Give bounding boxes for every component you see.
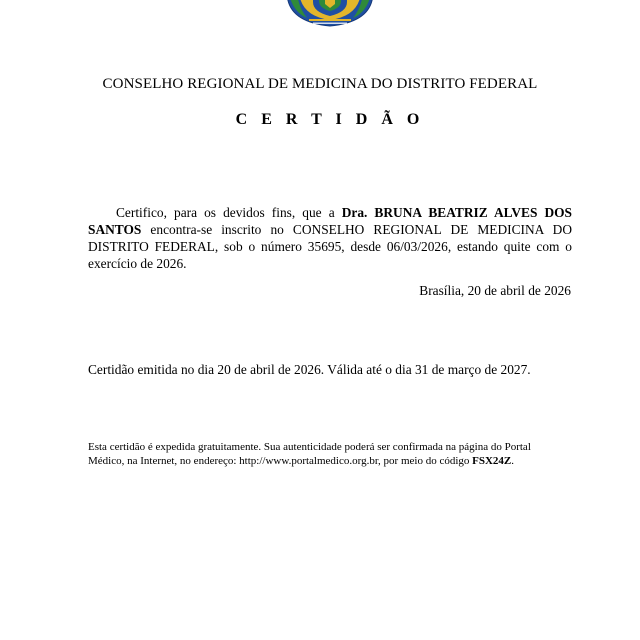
- doctor-name: Dra. BRUNA BEATRIZ ALVES DOS SANTOS: [88, 205, 572, 238]
- issue-validity-text: Certidão emitida no dia 20 de abril de 2026. Válida até o dia 31 de março de 2027.: [88, 362, 531, 377]
- authenticity-note: [88, 440, 558, 468]
- authenticity-note-end: .: [511, 455, 515, 467]
- council-name: CONSELHO REGIONAL DE MEDICINA DO DISTRITO FEDERAL: [102, 76, 538, 92]
- certification-details: encontra-se inscrito no CONSELHO REGIONAL DE MEDICINA DO DISTRITO FEDERAL, sob o número 35695, desde 06/03/2026, estando quite com o exercício de 2026.: [88, 222, 572, 272]
- authenticity-note-text: Esta certidão é expedida gratuitamente. Sua autenticidade poderá ser confirmada na página do Portal Médico, na Internet, no endereço: http://www.portalmedico.org.br, por meio do código: [88, 441, 531, 467]
- certification-paragraph: [88, 204, 572, 272]
- document-title: C E R T I D Ã O: [235, 111, 425, 128]
- verification-code: FSX24Z: [472, 455, 512, 467]
- certification-intro: Certifico, para os devidos fins, que a: [116, 205, 342, 221]
- coat-of-arms-seal-icon: [283, 0, 377, 28]
- place-and-date: Brasília, 20 de abril de 2026: [419, 283, 571, 298]
